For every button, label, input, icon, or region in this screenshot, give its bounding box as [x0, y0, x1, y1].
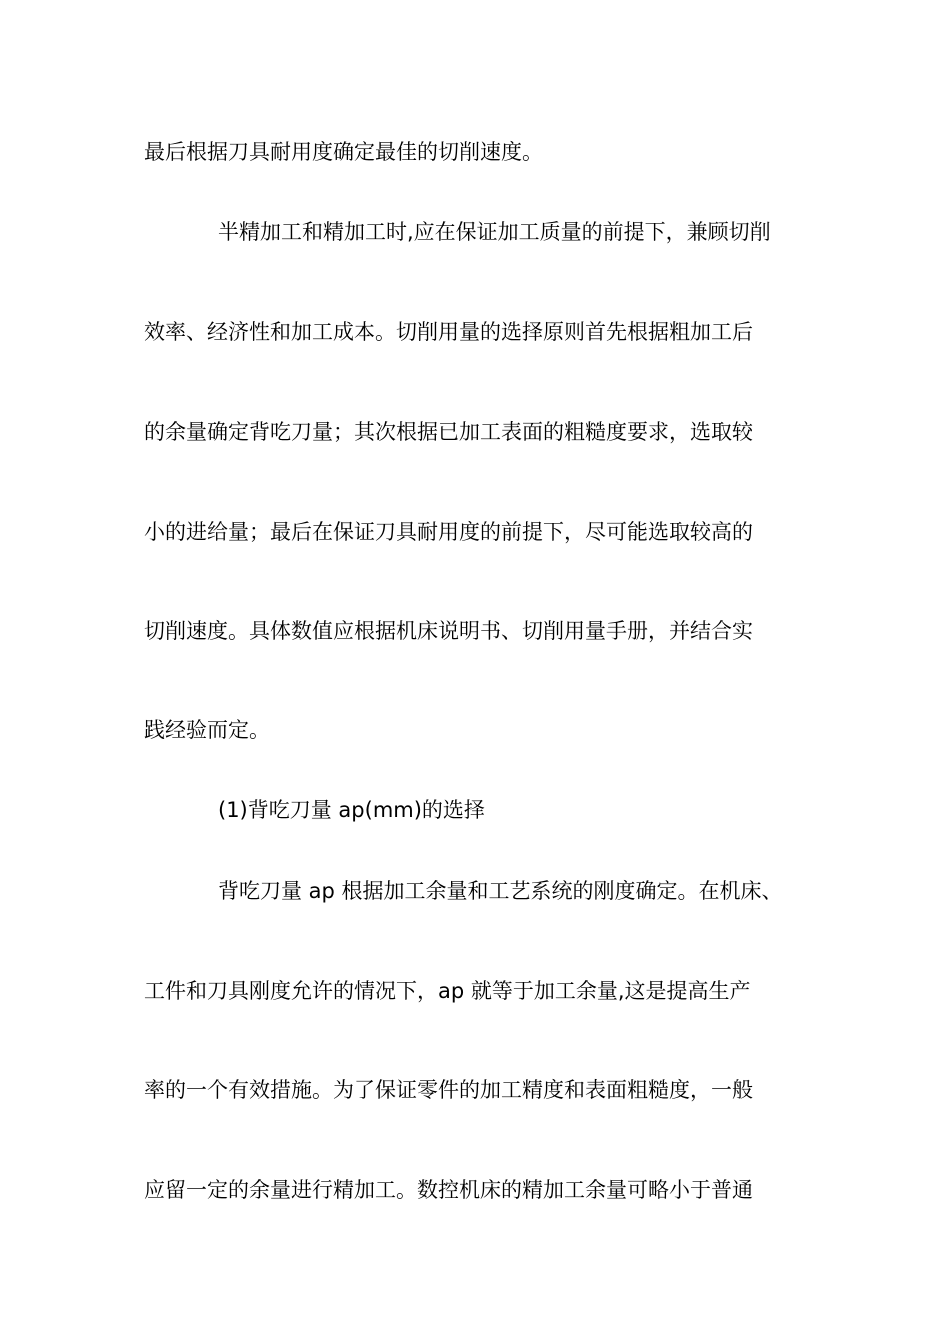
- paragraph-first-line: 背吃刀量 ap 根据加工余量和工艺系统的刚度确定。在机床、: [218, 879, 783, 903]
- text-line: 工件和刀具刚度允许的情况下，ap 就等于加工余量,这是提高生产: [144, 979, 751, 1003]
- text-line: 率的一个有效措施。为了保证零件的加工精度和表面粗糙度，一般: [144, 1078, 753, 1102]
- text-line: 的余量确定背吃刀量；其次根据已加工表面的粗糙度要求，选取较: [144, 420, 753, 444]
- text-line: 切削速度。具体数值应根据机床说明书、切削用量手册，并结合实: [144, 619, 753, 643]
- section-heading: (1)背吃刀量 ap(mm)的选择: [218, 798, 485, 822]
- text-line: 应留一定的余量进行精加工。数控机床的精加工余量可略小于普通: [144, 1178, 753, 1202]
- text-line: 最后根据刀具耐用度确定最佳的切削速度。: [144, 140, 543, 164]
- paragraph-first-line: 半精加工和精加工时,应在保证加工质量的前提下，兼顾切削: [218, 220, 771, 244]
- text-line: 效率、经济性和加工成本。切削用量的选择原则首先根据粗加工后: [144, 320, 753, 344]
- text-line: 小的进给量；最后在保证刀具耐用度的前提下，尽可能选取较高的: [144, 520, 753, 544]
- text-line: 践经验而定。: [144, 718, 270, 742]
